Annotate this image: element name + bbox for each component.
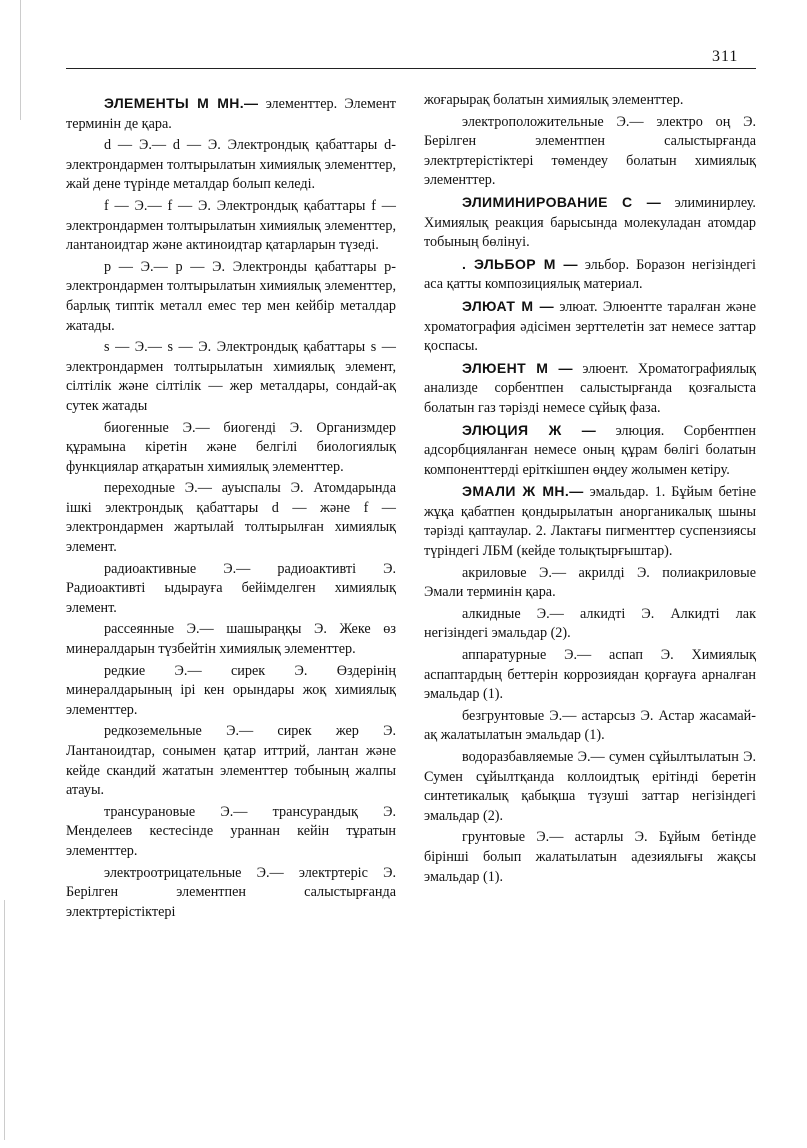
entry-definition: элюция. Сорбентпен адсорбцияланған немесе оның құрам бөлігі болатын компоненттерді еріткішпен өңдеу жолымен кетіру. bbox=[424, 422, 756, 478]
dictionary-subentry bbox=[424, 646, 756, 705]
entry-definition: безгрунтовые Э.— астарсыз Э. Астар жасамай-ақ жалатылатын эмальдар (1). bbox=[424, 707, 756, 744]
entry-headword: ЭЛЮАТ М — bbox=[462, 297, 554, 314]
right-column bbox=[424, 91, 756, 889]
dictionary-subentry bbox=[66, 803, 396, 862]
dictionary-subentry bbox=[424, 91, 756, 111]
entry-definition: s — Э.— s — Э. Электрондық қабаттары s — электрондармен толтырылатын химиялық элемент, сілтілік және сілтілік — жер металдары, сондай-ақ сутек жатады bbox=[66, 339, 396, 414]
dictionary-entry bbox=[66, 94, 396, 134]
entry-definition: p — Э.— p — Э. Электронды қабаттары р-электрондармен толтырылатын химиялық элементтер, барлық типтік металл емес тер мен кейбір металдар жатады. bbox=[66, 258, 396, 334]
entry-headword: ЭЛЮЕНТ М — bbox=[462, 359, 573, 376]
dictionary-subentry bbox=[424, 605, 756, 644]
entry-definition: f — Э.— f — Э. Электрондық қабаттары f — электрондармен толтырылатын химиялық элементтер, лантаноидтар және актиноидтар қатарларын түзеді. bbox=[66, 197, 396, 254]
dictionary-subentry bbox=[66, 620, 396, 659]
entry-definition: редкоземельные Э.— сирек жер Э. Лантаноидтар, сонымен қатар иттрий, лантан және кейде скандий жататын элементтер тобының жалпы атауы. bbox=[66, 723, 396, 799]
entry-definition: биогенные Э.— биогенді Э. Организмдер құрамына кіретін және белгілі биологиялық функциялар атқаратын химиялық элементтер. bbox=[66, 419, 396, 475]
entry-definition: алкидные Э.— алкидті Э. Алкидті лак негізіндегі эмальдар (2). bbox=[424, 605, 756, 642]
scan-margin-line bbox=[20, 0, 21, 120]
entry-definition: трансурановые Э.— трансурандық Э. Менделеев кестесінде ураннан кейін тұратын элементтер. bbox=[66, 803, 396, 859]
dictionary-entry bbox=[424, 482, 756, 561]
entry-definition: элюат. Элюентте таралған және хроматография әдісімен зерттелетін зат немесе заттар қоспасы. bbox=[424, 298, 756, 355]
dictionary-subentry bbox=[66, 479, 396, 557]
entry-definition: грунтовые Э.— астарлы Э. Бұйым бетінде бірінші болып жалатылатын адезиялығы жақсы эмальдар (1). bbox=[424, 829, 756, 885]
dictionary-entry bbox=[424, 193, 756, 253]
dictionary-subentry bbox=[424, 113, 756, 191]
dictionary-entry bbox=[424, 297, 756, 357]
entry-headword: ЭЛЮЦИЯ Ж — bbox=[462, 421, 597, 438]
dictionary-subentry bbox=[66, 197, 396, 256]
entry-headword: . ЭЛЬБОР М — bbox=[462, 255, 578, 272]
header-rule bbox=[66, 68, 756, 69]
scan-margin-line bbox=[4, 900, 5, 1140]
dictionary-entry bbox=[424, 255, 756, 295]
entry-definition: жоғарырақ болатын химиялық элементтер. bbox=[424, 92, 684, 108]
dictionary-subentry bbox=[66, 419, 396, 478]
entry-headword: ЭМАЛИ Ж МН.— bbox=[462, 483, 584, 500]
dictionary-subentry bbox=[66, 662, 396, 721]
page-number: 311 bbox=[712, 48, 739, 65]
dictionary-subentry bbox=[424, 828, 756, 887]
entry-definition: элюент. Хроматографиялық анализде сорбентпен салыстырғанда қозғалыста болатын газ тәрізді немесе сұйық фаза. bbox=[424, 360, 756, 416]
entry-headword: ЭЛЕМЕНТЫ М МН.— bbox=[104, 95, 259, 111]
dictionary-subentry bbox=[66, 864, 396, 923]
dictionary-subentry bbox=[66, 338, 396, 416]
dictionary-subentry bbox=[424, 564, 756, 603]
dictionary-subentry bbox=[66, 136, 396, 195]
dictionary-subentry bbox=[424, 748, 756, 826]
dictionary-entry bbox=[424, 359, 756, 419]
entry-definition: редкие Э.— сирек Э. Өздерінің минералдарының ірі кен орындары жоқ химиялық элементтер. bbox=[66, 662, 396, 718]
entry-definition: элементтер. Элемент терминін де қара. bbox=[66, 96, 396, 132]
entry-definition: d — Э.— d — Э. Электрондық қабаттары d-электрондармен толтырылатын химиялық элементтер, жай дене түрінде металдар болып келеді. bbox=[66, 137, 396, 193]
entry-definition: радиоактивные Э.— радиоактивті Э. Радиоактивті ыдырауға бейімделген химиялық элемент. bbox=[66, 560, 396, 616]
dictionary-entry bbox=[424, 421, 756, 481]
entry-definition: аппаратурные Э.— аспап Э. Химиялық аспаптардың беттерін коррозиядан қорғауға арналған эмальдар (1). bbox=[424, 647, 756, 703]
entry-headword: ЭЛИМИНИРОВАНИЕ С — bbox=[462, 193, 662, 210]
dictionary-subentry bbox=[66, 258, 396, 336]
entry-definition: электроотрицательные Э.— электртеріс Э. Берілген элементпен салыстырғанда электртерістіктері bbox=[66, 864, 396, 920]
entry-definition: электроположительные Э.— электро оң Э. Берілген элементпен салыстырғанда электртерістіктері төмендеу болатын химиялық элементтер. bbox=[424, 113, 756, 189]
entry-definition: акриловые Э.— акрилді Э. полиакриловые Эмали терминін қара. bbox=[424, 564, 756, 601]
entry-definition: водоразбавляемые Э.— сумен сұйылтылатын Э. Сумен сұйылтқанда коллоидтық ерітінді беретін синтетикалық қабықша түзуші заттар негізіндегі эмальдар (2). bbox=[424, 749, 756, 824]
dictionary-subentry bbox=[66, 722, 396, 800]
entry-definition: эльбор. Боразон негізіндегі аса қатты композициялық материал. bbox=[424, 256, 756, 293]
dictionary-subentry bbox=[424, 707, 756, 746]
entry-definition: переходные Э.— ауыспалы Э. Атомдарында ішкі электрондық қабаттары d — және f — электрондармен жартылай толтырылған химиялық элемент. bbox=[66, 480, 396, 556]
entry-definition: эмальдар. 1. Бұйым бетіне жұқа қабатпен қондырылатын анорганикалық шыны тәрізді қаптаулар. 2. Лактағы пигменттер суспензиясы түріндегі ЛБМ (кейде толықтырғыштар). bbox=[424, 484, 756, 560]
left-column bbox=[66, 94, 396, 924]
entry-definition: рассеянные Э.— шашыраңқы Э. Жеке өз минералдарын түзбейтін химиялық элементтер. bbox=[66, 621, 396, 658]
entry-definition: элиминирлеу. Химиялық реакция барысында молекуладан атомдар тобының бөлінуі. bbox=[424, 194, 756, 251]
dictionary-subentry bbox=[66, 560, 396, 619]
